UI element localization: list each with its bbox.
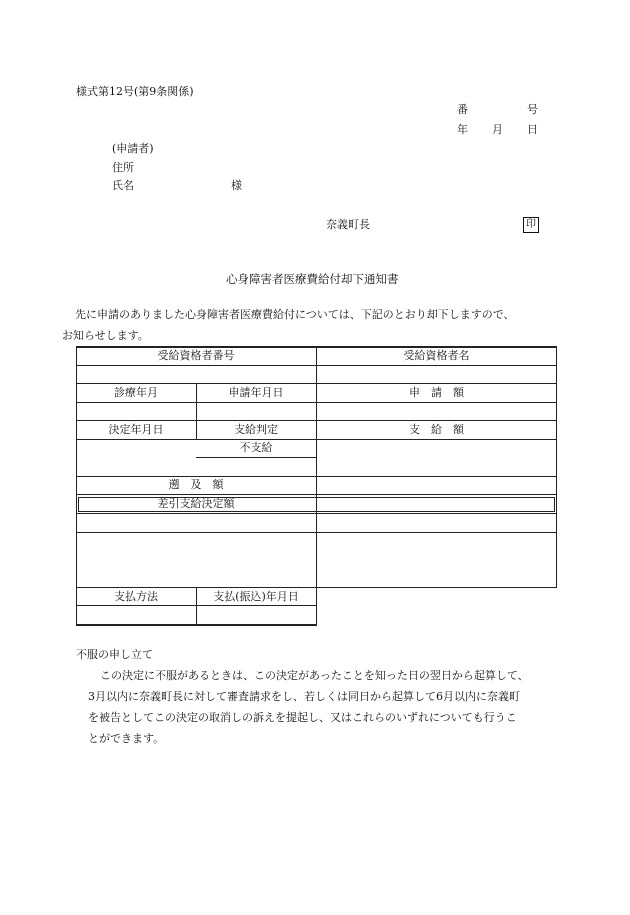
header-decision-date: 決定年月日	[108, 423, 164, 436]
header-payment-judgment: 支給判定	[234, 423, 278, 436]
payment-table	[76, 346, 557, 626]
header-treatment-month: 診療年月	[114, 386, 158, 399]
seal-mark: 印	[523, 217, 539, 233]
header-application-date: 申請年月日	[228, 386, 284, 399]
objection-heading: 不服の申し立て	[76, 648, 153, 661]
intro-line: 先に申請のありました心身障害者医療費給付については、下記のとおり却下しますので、	[75, 308, 515, 321]
objection-paragraph	[76, 665, 557, 749]
number-label: 番	[457, 103, 468, 116]
date-month-label: 月	[492, 123, 503, 136]
address-label: 住所	[112, 161, 134, 174]
date-year-label: 年	[457, 123, 468, 136]
retroactive-amount-label: 遡 及 額	[168, 478, 224, 491]
header-qualified-name: 受給資格者名	[403, 349, 470, 362]
intro-paragraph	[62, 304, 557, 346]
objection-line: この決定に不服があるときは、この決定があったことを知った日の翌日から起算して、	[100, 669, 529, 682]
header-payment-method: 支払方法	[114, 590, 158, 603]
date-day-label: 日	[527, 123, 538, 136]
header-qualified-number: 受給資格者番号	[157, 349, 235, 362]
objection-line: とができます。	[88, 732, 165, 745]
header-payment-amount: 支 給 額	[409, 423, 464, 436]
honorific: 様	[231, 179, 242, 192]
header-payment-date: 支払(振込)年月日	[213, 590, 299, 603]
net-payment-amount-label: 差引支給決定額	[157, 497, 235, 510]
name-label: 氏名	[112, 179, 134, 192]
non-payment-label: 不支給	[239, 441, 273, 454]
intro-line: お知らせします。	[62, 329, 149, 342]
header-application-amount: 申 請 額	[409, 386, 464, 399]
objection-line: 3月以内に奈義町長に対して審査請求をし、若しくは同日から起算して6月以内に奈義町	[88, 690, 520, 703]
objection-line: を被告としてこの決定の取消しの訴えを提起し、又はこれらのいずれについても行うこ	[88, 711, 517, 724]
issuer-title: 奈義町長	[326, 218, 370, 231]
number-suffix: 号	[527, 103, 538, 116]
form-number: 様式第12号(第9条関係)	[76, 85, 194, 98]
applicant-label: (申請者)	[112, 142, 154, 155]
document-title: 心身障害者医療費給付却下通知書	[226, 272, 399, 286]
